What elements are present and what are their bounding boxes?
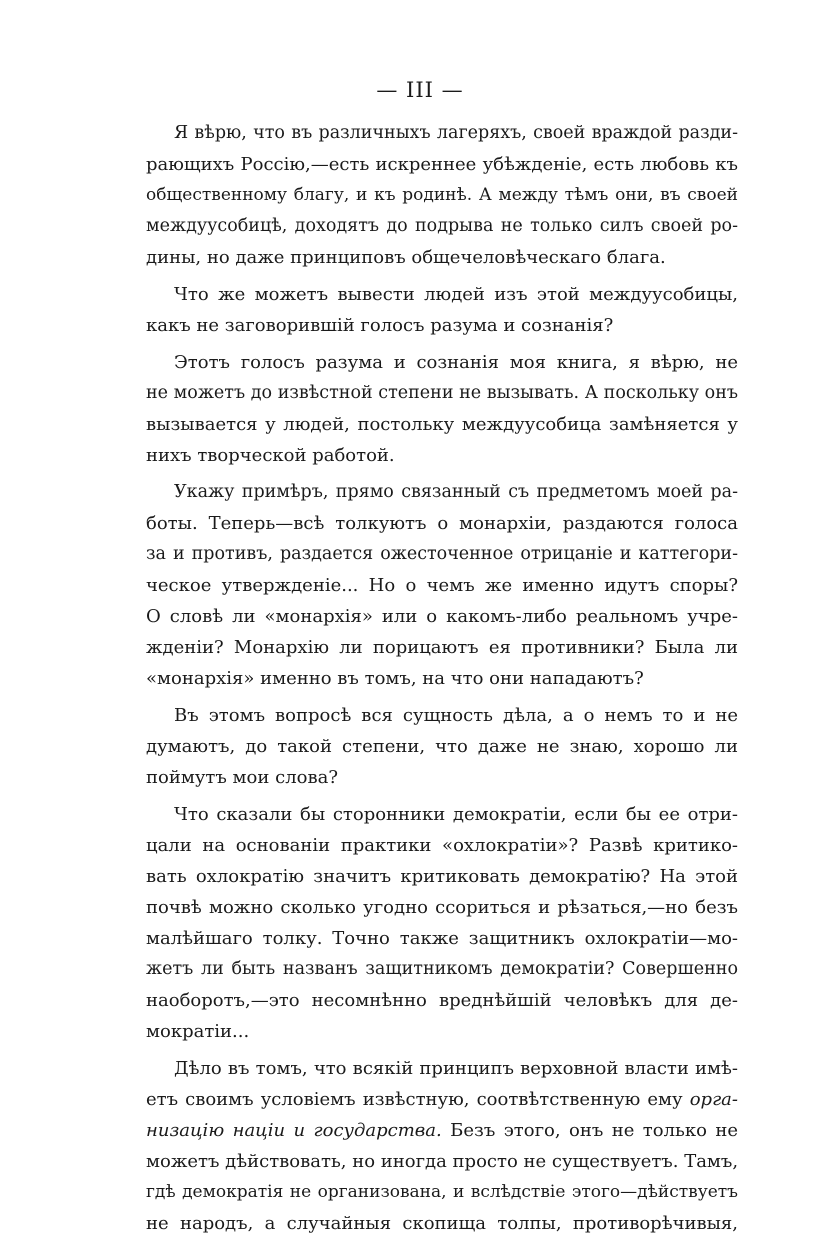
paragraph [146, 700, 738, 793]
text-line: можетъ дѣйствовать, но иногда просто не существуетъ. Тамъ, [146, 1151, 738, 1172]
paragraph [146, 118, 738, 273]
text-line: дины, но даже принциповъ общечеловѣческаго блага. [146, 247, 666, 268]
text-line: почвѣ можно сколько угодно ссориться и рѣзаться,—но безъ [146, 897, 738, 918]
text-line: Что же можетъ вывести людей изъ этой междуусобицы, [174, 284, 738, 305]
paragraph [146, 279, 738, 341]
text-line: мократіи... [146, 1021, 250, 1042]
text-line: жетъ ли быть названъ защитникомъ демократіи? Совершенно [146, 959, 738, 979]
text-line: не можетъ до извѣстной степени не вызывать. А поскольку онъ [146, 383, 738, 403]
text-line: поймутъ мои слова? [146, 767, 338, 788]
text-line [146, 1084, 738, 1115]
italic-text: орга- [689, 1089, 738, 1110]
text-line: вызывается у людей, постольку междуусобица замѣняется у [146, 414, 738, 435]
text-line: гдѣ демократія не организована, и вслѣдствіе этого—дѣйствуетъ [146, 1182, 738, 1202]
italic-text: низацію націи и государства. [146, 1120, 442, 1141]
text-line: Я вѣрю, что въ различныхъ лагеряхъ, своей враждой разди- [174, 123, 738, 143]
paragraph [146, 477, 738, 694]
text-line: за и противъ, раздается ожесточенное отрицаніе и каттегори- [146, 544, 738, 564]
text-line: О словѣ ли «монархія» или о какомъ-либо реальномъ учре- [146, 606, 738, 627]
text-line: нихъ творческой работой. [146, 445, 395, 466]
text-line: цали на основаніи практики «охлократіи»? Развѣ критико- [146, 835, 738, 856]
text-line: какъ не заговорившій голосъ разума и сознанія? [146, 315, 614, 336]
body-text [146, 118, 738, 1245]
text-line: вать охлократію значитъ критиковать демократію? На этой [146, 866, 738, 887]
text-line [146, 1115, 738, 1146]
text-line: Укажу примѣръ, прямо связанный съ предметомъ моей ра- [174, 482, 738, 502]
text-line: думаютъ, до такой степени, что даже не знаю, хорошо ли [146, 736, 738, 757]
paragraph [146, 347, 738, 471]
text-line: Этотъ голосъ разума и сознанія моя книга, я вѣрю, не [174, 352, 738, 373]
text-segment: етъ своимъ условіемъ извѣстную, соотвѣтственную ему [146, 1089, 683, 1110]
text-line: наоборотъ,—это несомнѣнно вреднѣйшій человѣкъ для де- [146, 990, 738, 1011]
text-line: малѣйшаго толку. Точно также защитникъ охлократіи—мо- [146, 928, 738, 949]
text-line: Въ этомъ вопросѣ вся сущность дѣла, а о немъ то и не [174, 705, 738, 726]
text-line: рающихъ Россію,—есть искреннее убѣжденіе, есть любовь къ [146, 154, 738, 175]
text-line: ческое утвержденіе... Но о чемъ же именно идутъ споры? [146, 575, 738, 596]
text-line: не народъ, а случайныя скопища толпы, противорѣчивыя, [146, 1213, 738, 1234]
paragraph [146, 799, 738, 1047]
page-number: — III — [376, 78, 464, 102]
text-line: «монархія» именно въ томъ, на что они нападаютъ? [146, 668, 644, 689]
text-line: междуусобицѣ, доходятъ до подрыва не только силъ своей ро- [146, 216, 738, 236]
text-line: Что сказали бы сторонники демократіи, если бы ее отри- [174, 804, 738, 825]
text-segment: Безъ этого, онъ не только не [450, 1120, 738, 1141]
text-line: общественному благу, и къ родинѣ. А между тѣмъ они, въ своей [146, 185, 738, 205]
text-line: Дѣло въ томъ, что всякій принципъ верховной власти имѣ- [174, 1058, 738, 1079]
text-line: боты. Теперь—всѣ толкуютъ о монархіи, раздаются голоса [146, 513, 738, 534]
text-line: жденіи? Монархію ли порицаютъ ея противники? Была ли [146, 637, 738, 658]
paragraph [146, 1053, 738, 1239]
